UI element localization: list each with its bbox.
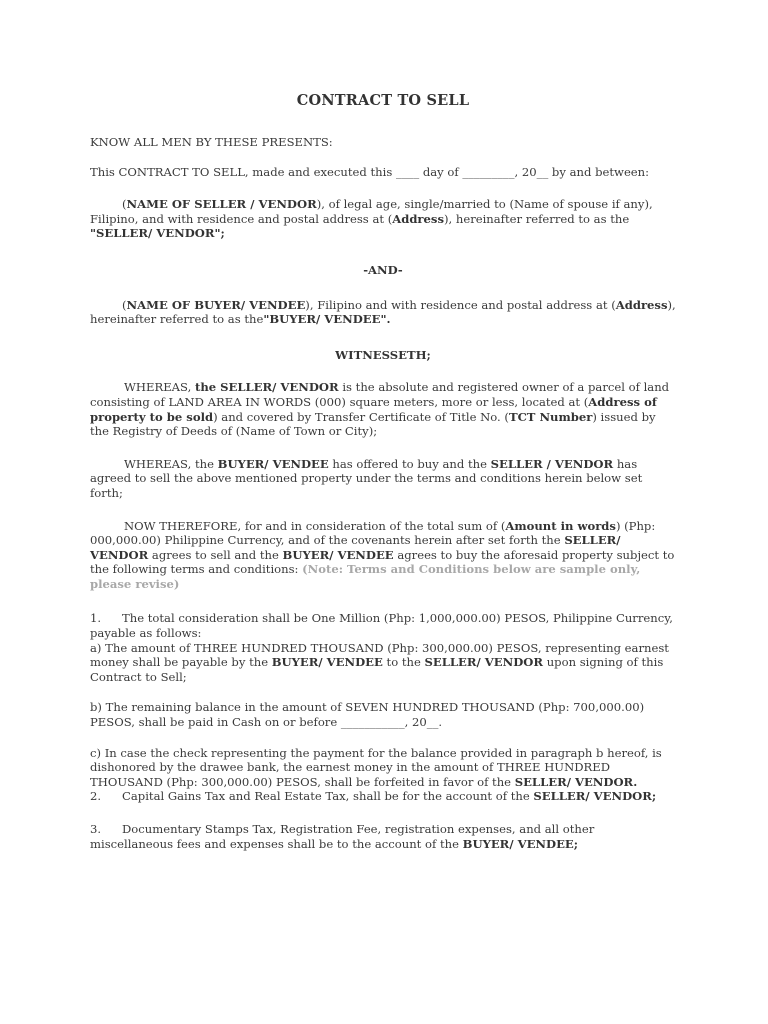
document-title: CONTRACT TO SELL [296, 92, 470, 109]
term-item-1a: a) The amount of THREE HUNDRED THOUSAND (Php: 300,000.00) PESOS, representing earnest money shall be payable by the BUYER/ VENDEE to the SELLER/ VENDOR upon signing of this Contract to Sell; [90, 640, 669, 684]
term-item-1c: c) In case the check representing the payment for the balance provided in paragraph b hereof, is dishonored by the drawee bank, the earnest money in the amount of THREE HUNDRED THOUSAND (Php: 300,000.00) PESOS, shall be forfeited in favor of the SELLER/ VENDOR. [90, 745, 662, 789]
seller-term: "SELLER/ VENDOR"; [90, 226, 225, 241]
buyer-name: NAME OF BUYER/ VENDEE [126, 297, 306, 312]
whereas-ownership-paragraph: WHEREAS, the SELLER/ VENDOR is the absolute and registered owner of a parcel of land consisting of LAND AREA IN WORDS (000) square meters, more or less, located at (Address of property to be sold) and covered by Transfer Certificate of Title No. (TCT Number) issued by the Registry of Deeds of (Name of Town or City); [90, 380, 670, 439]
whereas-offer-paragraph: WHEREAS, the BUYER/ VENDEE has offered to buy and the SELLER / VENDOR has agreed to sell the above mentioned property under the terms and conditions herein below set forth; [90, 456, 643, 500]
buyer-term: "BUYER/ VENDEE". [263, 312, 391, 327]
term-item-1b: b) The remaining balance in the amount of SEVEN HUNDRED THOUSAND (Php: 700,000.00) PESOS, shall be paid in Cash on or before ___________, 20__. [90, 700, 645, 730]
seller-name: NAME OF SELLER / VENDOR [126, 197, 317, 212]
term-item-2: 2. Capital Gains Tax and Real Estate Tax, shall be for the account of the SELLER/ VENDOR; [90, 789, 657, 804]
seller-address: Address [392, 211, 444, 226]
and-separator: -AND- [363, 262, 403, 277]
term-item-1: 1. The total consideration shall be One Million (Php: 1,000,000.00) PESOS, Philippine Currency, payable as follows: [90, 611, 673, 641]
now-therefore-paragraph: NOW THEREFORE, for and in consideration of the total sum of (Amount in words) (Php: 000,000.00) Philippine Currency, and of the covenants herein after set forth the SELLER/ VENDOR agrees to sell and the BUYER/ VENDEE agrees to buy the aforesaid property subject to the following terms and conditions: (Note: Terms and Conditions below are sample only, please revise) [90, 518, 675, 591]
made-paragraph: This CONTRACT TO SELL, made and executed this ____ day of _________, 20__ by and between: [90, 164, 650, 179]
buyer-address: Address [615, 297, 668, 312]
seller-paragraph: (NAME OF SELLER / VENDOR), of legal age, single/married to (Name of spouse if any), Filipino, and with residence and postal address at (Address), hereinafter referred to as the "SELLER/ VENDOR"; [90, 197, 653, 241]
term-item-3: 3. Documentary Stamps Tax, Registration Fee, registration expenses, and all other miscellaneous fees and expenses shall be to the account of the BUYER/ VENDEE; [90, 822, 595, 851]
sample-note: (Note: Terms and Conditions below are sample only, please revise) [90, 562, 641, 591]
witnesseth-heading: WITNESSETH; [335, 347, 431, 362]
intro-paragraph: KNOW ALL MEN BY THESE PRESENTS: [90, 135, 333, 149]
buyer-paragraph: (NAME OF BUYER/ VENDEE), Filipino and with residence and postal address at (Address), hereinafter referred to as the"BUYER/ VENDEE". [90, 297, 676, 327]
